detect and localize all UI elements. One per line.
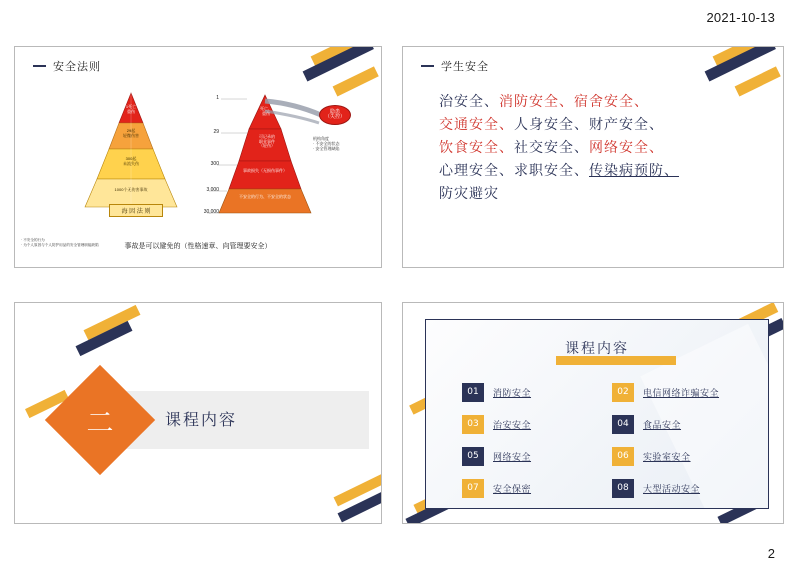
heinrich-law-label: 海 因 法 则 xyxy=(109,204,163,217)
course-item[interactable] xyxy=(462,410,594,438)
student-safety-term: 社交安全、 xyxy=(514,140,589,157)
student-safety-line xyxy=(439,183,767,206)
student-safety-term: 治安全、 xyxy=(439,94,499,110)
student-safety-text xyxy=(439,91,767,206)
course-item-number: 08 xyxy=(612,479,634,498)
course-items-grid xyxy=(462,378,744,502)
risk-callout-badge: 隐患 （失控） xyxy=(319,105,351,125)
student-safety-term: 人身安全、 xyxy=(514,117,589,134)
pyramid-tick-label: 3,000 xyxy=(206,187,219,193)
course-item[interactable] xyxy=(462,378,594,406)
student-safety-line xyxy=(439,137,767,160)
pyramid-tick-label: 1 xyxy=(216,95,219,101)
student-safety-term: 传染病预防、 xyxy=(589,163,679,180)
course-item[interactable] xyxy=(612,474,744,502)
page-number: 2 xyxy=(767,546,775,561)
student-safety-term: 宿舍安全、 xyxy=(574,94,649,110)
course-item-number: 05 xyxy=(462,447,484,466)
heinrich-pyramid-diagram: 1死亡 重伤 29起 轻微伤害 300起 未流失伤 1000个无伤害事故 海 因 法 则 xyxy=(73,89,189,219)
course-item[interactable] xyxy=(462,474,594,502)
slide-title-row xyxy=(33,58,101,74)
student-safety-line xyxy=(439,91,767,114)
slide-title-row xyxy=(421,58,489,74)
slide-title: 课程内容 xyxy=(565,341,629,357)
student-safety-line xyxy=(439,114,767,137)
course-item-label[interactable]: 大型活动安全 xyxy=(643,483,701,494)
course-item[interactable] xyxy=(612,442,744,470)
slide-course-contents[interactable] xyxy=(402,302,784,524)
course-contents-panel xyxy=(425,319,769,509)
section-title: 课程内容 xyxy=(165,410,238,429)
student-safety-term: 防灾避灾 xyxy=(439,186,499,203)
course-item-number: 04 xyxy=(612,415,634,434)
title-dash-icon xyxy=(33,65,46,67)
slide-title: 安全法则 xyxy=(53,61,101,73)
mechanism-note: 机构角度 · 不安全的状态 · 安全管理缺陷 xyxy=(313,136,340,151)
student-safety-line xyxy=(439,160,767,183)
course-item[interactable] xyxy=(612,410,744,438)
course-item-number: 07 xyxy=(462,479,484,498)
course-item[interactable] xyxy=(462,442,594,470)
pyramid-tick-label: 30,000 xyxy=(203,209,219,215)
pyramid-tick-label: 300 xyxy=(210,161,219,167)
course-item-number: 02 xyxy=(612,383,634,402)
slide-caption: 事故是可以避免的（性格速章、向管理要安全） xyxy=(124,243,272,250)
student-safety-term: 心理安全、 xyxy=(439,163,514,180)
pyramid-footnote: · 不安全的行为 · 为个人原因与个人防护用品的安全管理职能缺陷 xyxy=(21,238,99,247)
course-item[interactable] xyxy=(612,378,744,406)
course-item-label[interactable]: 消防安全 xyxy=(493,387,532,398)
student-safety-term: 求职安全、 xyxy=(514,163,589,180)
course-item-label[interactable]: 安全保密 xyxy=(493,483,532,494)
slide-title: 学生安全 xyxy=(441,61,489,73)
section-number: 二 xyxy=(86,407,114,439)
student-safety-term: 饮食安全、 xyxy=(439,140,514,157)
title-dash-icon xyxy=(421,65,434,67)
course-item-label[interactable]: 治安安全 xyxy=(493,419,532,430)
student-safety-term: 交通安全、 xyxy=(439,117,514,134)
pyramid-tick-label: 29 xyxy=(213,129,219,135)
course-item-number: 03 xyxy=(462,415,484,434)
course-item-label[interactable]: 实验室安全 xyxy=(643,451,691,462)
course-item-label[interactable]: 电信网络诈骗安全 xyxy=(643,387,720,398)
slide-safety-law[interactable] xyxy=(14,46,382,268)
student-safety-term: 财产安全、 xyxy=(589,117,664,134)
course-item-label[interactable]: 食品安全 xyxy=(643,419,682,430)
student-safety-term: 消防安全、 xyxy=(499,94,574,110)
document-date: 2021-10-13 xyxy=(706,10,775,25)
student-safety-term: 网络安全、 xyxy=(589,140,664,157)
course-item-number: 01 xyxy=(462,383,484,402)
course-item-number: 06 xyxy=(612,447,634,466)
slide-student-safety[interactable] xyxy=(402,46,784,268)
incident-pyramid-diagram: 1 29 300 3,000 30,000 死亡、 重伤 可记录的 职业事件 （轻伤） 事故损失（无损伤事件） 不安全的行为、不安全的状态 隐患 （失控） 机构角度 · 不安全的状态 · 安全管理缺陷 xyxy=(203,89,353,219)
slide-section-divider[interactable] xyxy=(14,302,382,524)
course-item-label[interactable]: 网络安全 xyxy=(493,451,532,462)
